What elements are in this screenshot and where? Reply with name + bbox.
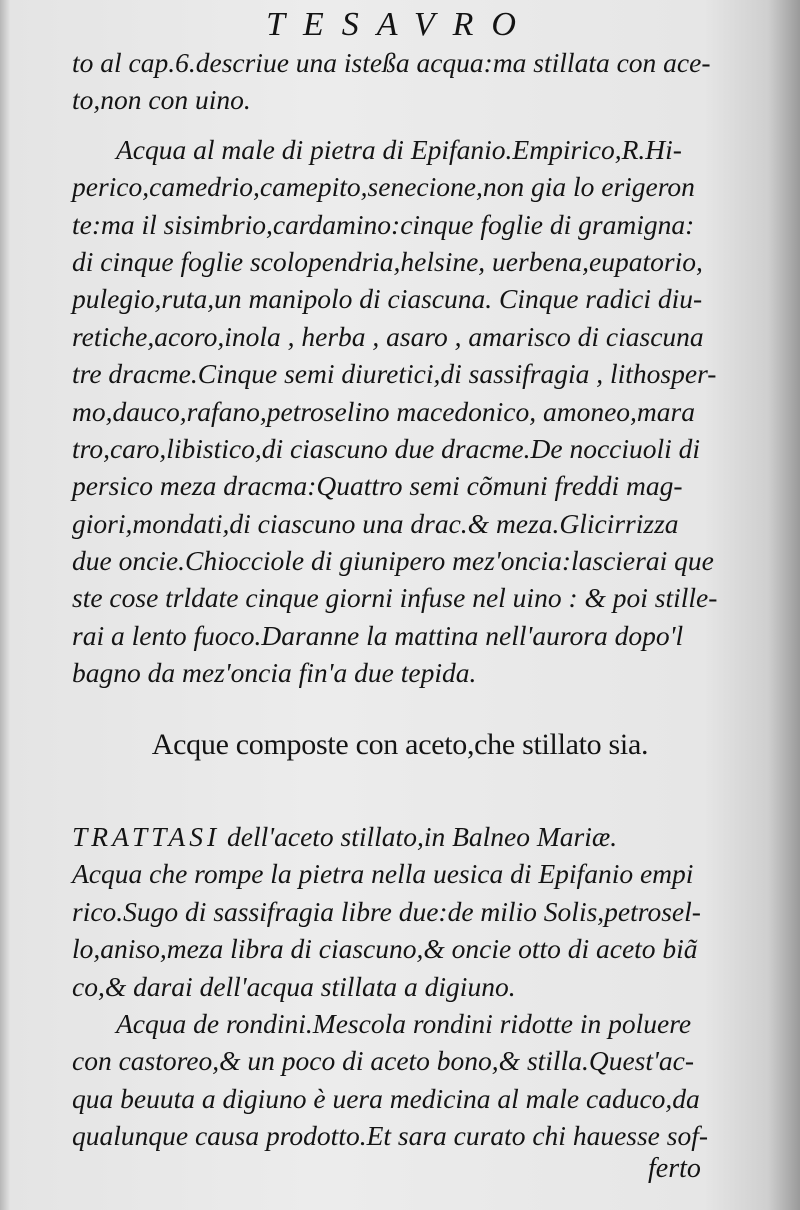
text-line: due oncie.Chiocciole di giunipero mez'oncia:lascierai que	[72, 545, 714, 577]
section-heading: Acque composte con aceto,che stillato sia.	[151, 728, 649, 761]
text-line: persico meza dracma:Quattro semi cõmuni freddi mag-	[72, 470, 683, 502]
text-line: tro,caro,libistico,di ciascuno due dracme.De nocciuoli di	[72, 432, 701, 464]
page-binding-edge	[0, 0, 10, 1210]
text-line: pulegio,ruta,un manipolo di ciascuna. Cinque radici diu-	[72, 283, 703, 315]
text-line: con castoreo,& un poco di aceto bono,& stilla.Quest'ac-	[72, 1045, 694, 1077]
text-line: Acqua al male di pietra di Epifanio.Empirico,R.Hi-	[116, 133, 682, 165]
lower-text-block	[72, 818, 760, 1155]
text-line: Acqua che rompe la pietra nella uesica di Epifanio empi	[72, 858, 694, 890]
text-line: bagno da mez'oncia fin'a due tepida.	[72, 657, 477, 689]
text-line: qua beuuta a digiuno è uera medicina al male caduco,da	[72, 1082, 700, 1114]
text-line: mo,dauco,rafano,petroselino macedonico, amoneo,mara	[72, 395, 695, 427]
text-line: giori,mondati,di ciascuno una drac.& meza.Glicirrizza	[72, 507, 679, 539]
text-line: co,& darai dell'acqua stillata a digiuno.	[72, 970, 516, 1002]
text-line: perico,camedrio,camepito,senecione,non gia lo erigeron	[72, 171, 695, 203]
text-fragment: dell'aceto stillato,in Balneo Mariæ.	[220, 821, 618, 852]
catchword: ferto	[648, 1153, 701, 1184]
text-line	[72, 818, 760, 855]
text-line: ste cose trldate cinque giorni infuse nel uino : & poi stille-	[72, 582, 718, 614]
text-line: to,non con uino.	[72, 84, 251, 116]
text-line: tre dracme.Cinque semi diuretici,di sassifragia , lithosper-	[72, 358, 717, 390]
upper-text-block	[72, 44, 760, 692]
text-line: qualunque causa prodotto.Et sara curato chi hauesse sof-	[72, 1120, 709, 1152]
text-line: di cinque foglie scolopendria,helsine, uerbena,eupatorio,	[72, 245, 703, 277]
text-line: te:ma il sisimbrio,cardamino:cinque foglie di gramigna:	[72, 208, 695, 240]
text-line: retiche,acoro,inola , herba , asaro , amarisco di ciascuna	[72, 320, 704, 352]
text-line: rai a lento fuoco.Daranne la mattina nell'aurora dopo'l	[72, 619, 684, 651]
text-line: Acqua de rondini.Mescola rondini ridotte in poluere	[116, 1007, 692, 1039]
text-line: rico.Sugo di sassifragia libre due:de milio Solis,petrosel-	[72, 895, 701, 927]
running-header: TESAVRO	[266, 6, 534, 43]
text-line: to al cap.6.descriue una isteßa acqua:ma stillata con ace-	[72, 47, 711, 78]
text-line: lo,aniso,meza libra di ciascuno,& oncie otto di aceto biã	[72, 933, 698, 965]
drop-caps-word: TRATTASI	[72, 821, 221, 852]
